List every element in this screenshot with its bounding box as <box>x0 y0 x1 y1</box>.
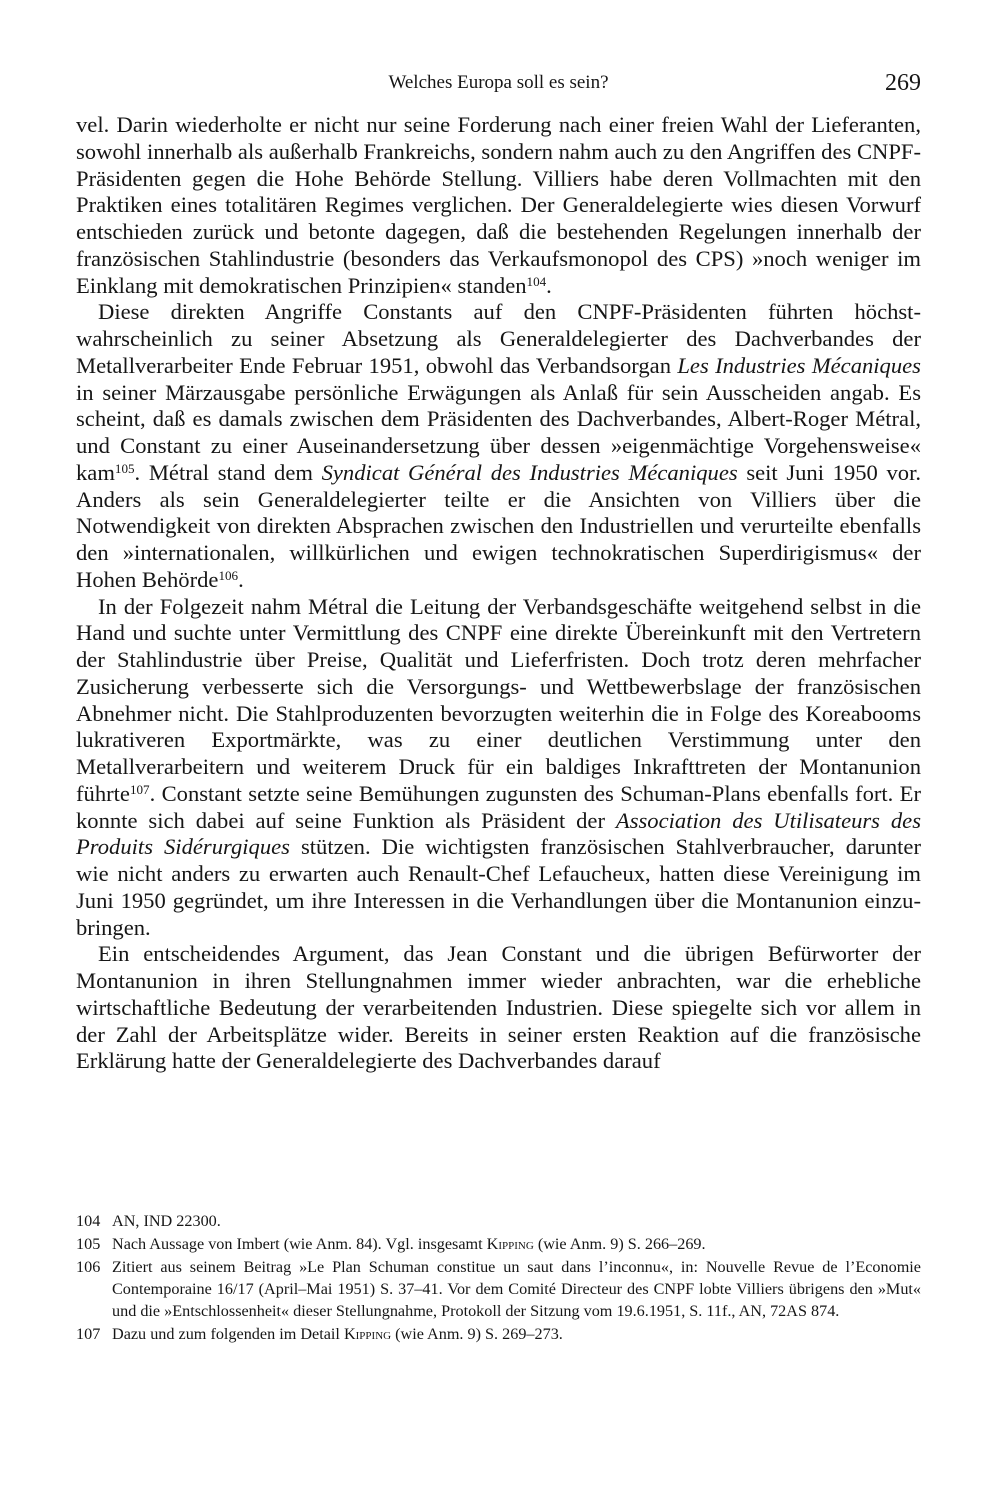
page-number: 269 <box>885 70 921 96</box>
paragraph-1 <box>76 112 921 299</box>
text-run: in seiner Märzausgabe persönliche Erwägungen als Anlaß für sein Ausscheiden angab. Es scheint, daß es damals zwischen dem Präsidenten des Dachverbandes, Albert-Roger Métral, und Constant zu einer Auseinandersetzung über dessen »eigenmächtige Vorgehensweise« kam <box>76 379 921 485</box>
body-text <box>76 112 921 1075</box>
text-run: Ein entscheidendes Argument, das Jean Constant und die übrigen Befürworter der Montanunion in ihren Stellungnahmen immer wieder anbrachten, war die erhebliche wirtschaftliche Bedeutung der verarbeitenden Industrien. Diese spiegelte sich vor allem in der Zahl der Arbeitsplätze wider. Bereits in seiner ersten Reaktion auf die französische Erklärung hatte der Generaldelegierte des Dachverbandes darauf <box>76 941 921 1074</box>
footnote-text: (wie Anm. 9) S. 269–273. <box>391 1325 563 1343</box>
book-page <box>76 0 921 1491</box>
footnote-number: 105 <box>76 1235 101 1253</box>
footnote-number: 104 <box>76 1212 101 1230</box>
footnote-105 <box>76 1233 921 1255</box>
footnote-text: Nach Aussage von Imbert (wie Anm. 84). Vgl. insgesamt <box>112 1235 487 1253</box>
running-head <box>76 66 921 100</box>
paragraph-3 <box>76 594 921 942</box>
text-run: vel. Darin wiederholte er nicht nur seine Forderung nach einer freien Wahl der Lieferanten, sowohl innerhalb als außerhalb Frankreichs, sondern nahm auch zu den Angriffen des CNPF-Präsidenten gegen die Hohe Behörde Stellung. Villiers habe deren Vollmachten mit den Praktiken eines totalitären Regimes verglichen. Der Generaldelegierte wies diesen Vorwurf entschieden zurück und betonte dagegen, daß die bestehenden Regelungen innerhalb der französischen Stahlindustrie (besonders das Verkaufsmonopol des CPS) »noch weniger im Einklang mit demokratischen Prinzipien« standen <box>76 112 921 298</box>
author-name: Kipping <box>343 1325 392 1343</box>
footnote-number: 106 <box>76 1258 101 1276</box>
text-run: seit Juni 1950 vor. Anders als sein Generaldelegierter teilte er die Ansichten von Villiers über die Notwendigkeit von direkten Absprachen zwischen den Industriellen und verurteilte ebenfalls den »internationalen, willkürlichen und ewigen technokratischen Superdirigismus« der Hohen Behörde <box>76 459 921 592</box>
paragraph-4 <box>76 941 921 1075</box>
footnote-107 <box>76 1323 921 1345</box>
footnote-ref-104[interactable]: 104 <box>526 273 547 289</box>
running-title: Welches Europa soll es sein? <box>388 72 609 93</box>
paragraph-2 <box>76 299 921 593</box>
text-run: stützen. Die wichtigsten französischen Stahlverbraucher, darunter wie nicht anders zu erwarten auch Renault-Chef Lefaucheux, hatten diese Vereinigung im Juni 1950 gegründet, um ihre Interessen in die Verhandlungen über die Montanunion einzubringen. <box>76 834 921 940</box>
text-run: In der Folgezeit nahm Métral die Leitung der Verbandsgeschäfte weitgehend selbst in die Hand und suchte unter Vermittlung des CNPF eine direkte Übereinkunft mit den Vertretern der Stahlindustrie über Preise, Qualität und Lieferfristen. Doch trotz deren mehrfacher Zusicherung verbesserte sich die Versorgungs- und Wettbewerbslage der französischen Abnehmer nicht. Die Stahlproduzenten bevorzugten weiterhin die in Folge des Koreabooms lukrativeren Exportmärkte, was zu einer deutlichen Verstimmung unter den Metallverarbeitern und weiterem Druck für ein baldiges Inkrafttreten der Montanunion führte <box>76 593 921 806</box>
footnote-106 <box>76 1256 921 1322</box>
text-run: . Constant setzte seine Bemühungen zugunsten des Schuman-Plans ebenfalls fort. Er konnte sich dabei auf seine Funktion als Präsident der <box>76 780 921 833</box>
text-run: . <box>238 566 244 592</box>
footnote-ref-105[interactable]: 105 <box>114 460 135 476</box>
italic-title-association: Association des Utilisateurs des Produits Sidérurgiques <box>76 807 922 860</box>
footnotes <box>76 1210 921 1346</box>
footnote-text: Dazu und zum folgenden im Detail <box>112 1325 344 1343</box>
text-run: . Métral stand dem <box>134 459 322 485</box>
footnote-ref-106[interactable]: 106 <box>218 567 239 583</box>
footnote-ref-107[interactable]: 107 <box>129 781 150 797</box>
footnote-104 <box>76 1210 921 1232</box>
text-run: . <box>546 272 552 298</box>
text-run: Diese direkten Angriffe Constants auf den CNPF-Präsidenten führten höchstwahrscheinlich zu seiner Absetzung als Generaldelegierter des Dachverbandes der Metallverarbeiter Ende Februar 1951, obwohl das Verbandsorgan <box>76 299 921 378</box>
author-name: Kipping <box>486 1235 534 1253</box>
footnote-number: 107 <box>76 1325 101 1343</box>
footnote-text: Zitiert aus seinem Beitrag »Le Plan Schuman constitue un saut dans l’inconnu«, in: Nouvelle Revue de l’Economie Contemporaine 16/17 (April–Mai 1951) S. 37–41. Vor dem Comité Directeur des CNPF lobte Villiers übrigens den »Mut« und die »Entschlossenheit« dieser Stellungnahme, Protokoll der Sitzung vom 19.6.1951, S. 11f., AN, 72AS 874. <box>112 1258 921 1320</box>
footnote-text: AN, IND 22300. <box>112 1212 221 1230</box>
italic-title-les-industries-mecaniques: Les Industries Mécaniques <box>677 352 921 378</box>
footnote-text: (wie Anm. 9) S. 266–269. <box>533 1235 706 1253</box>
italic-title-syndicat-general: Syndicat Général des Industries Mécaniques <box>321 459 738 485</box>
